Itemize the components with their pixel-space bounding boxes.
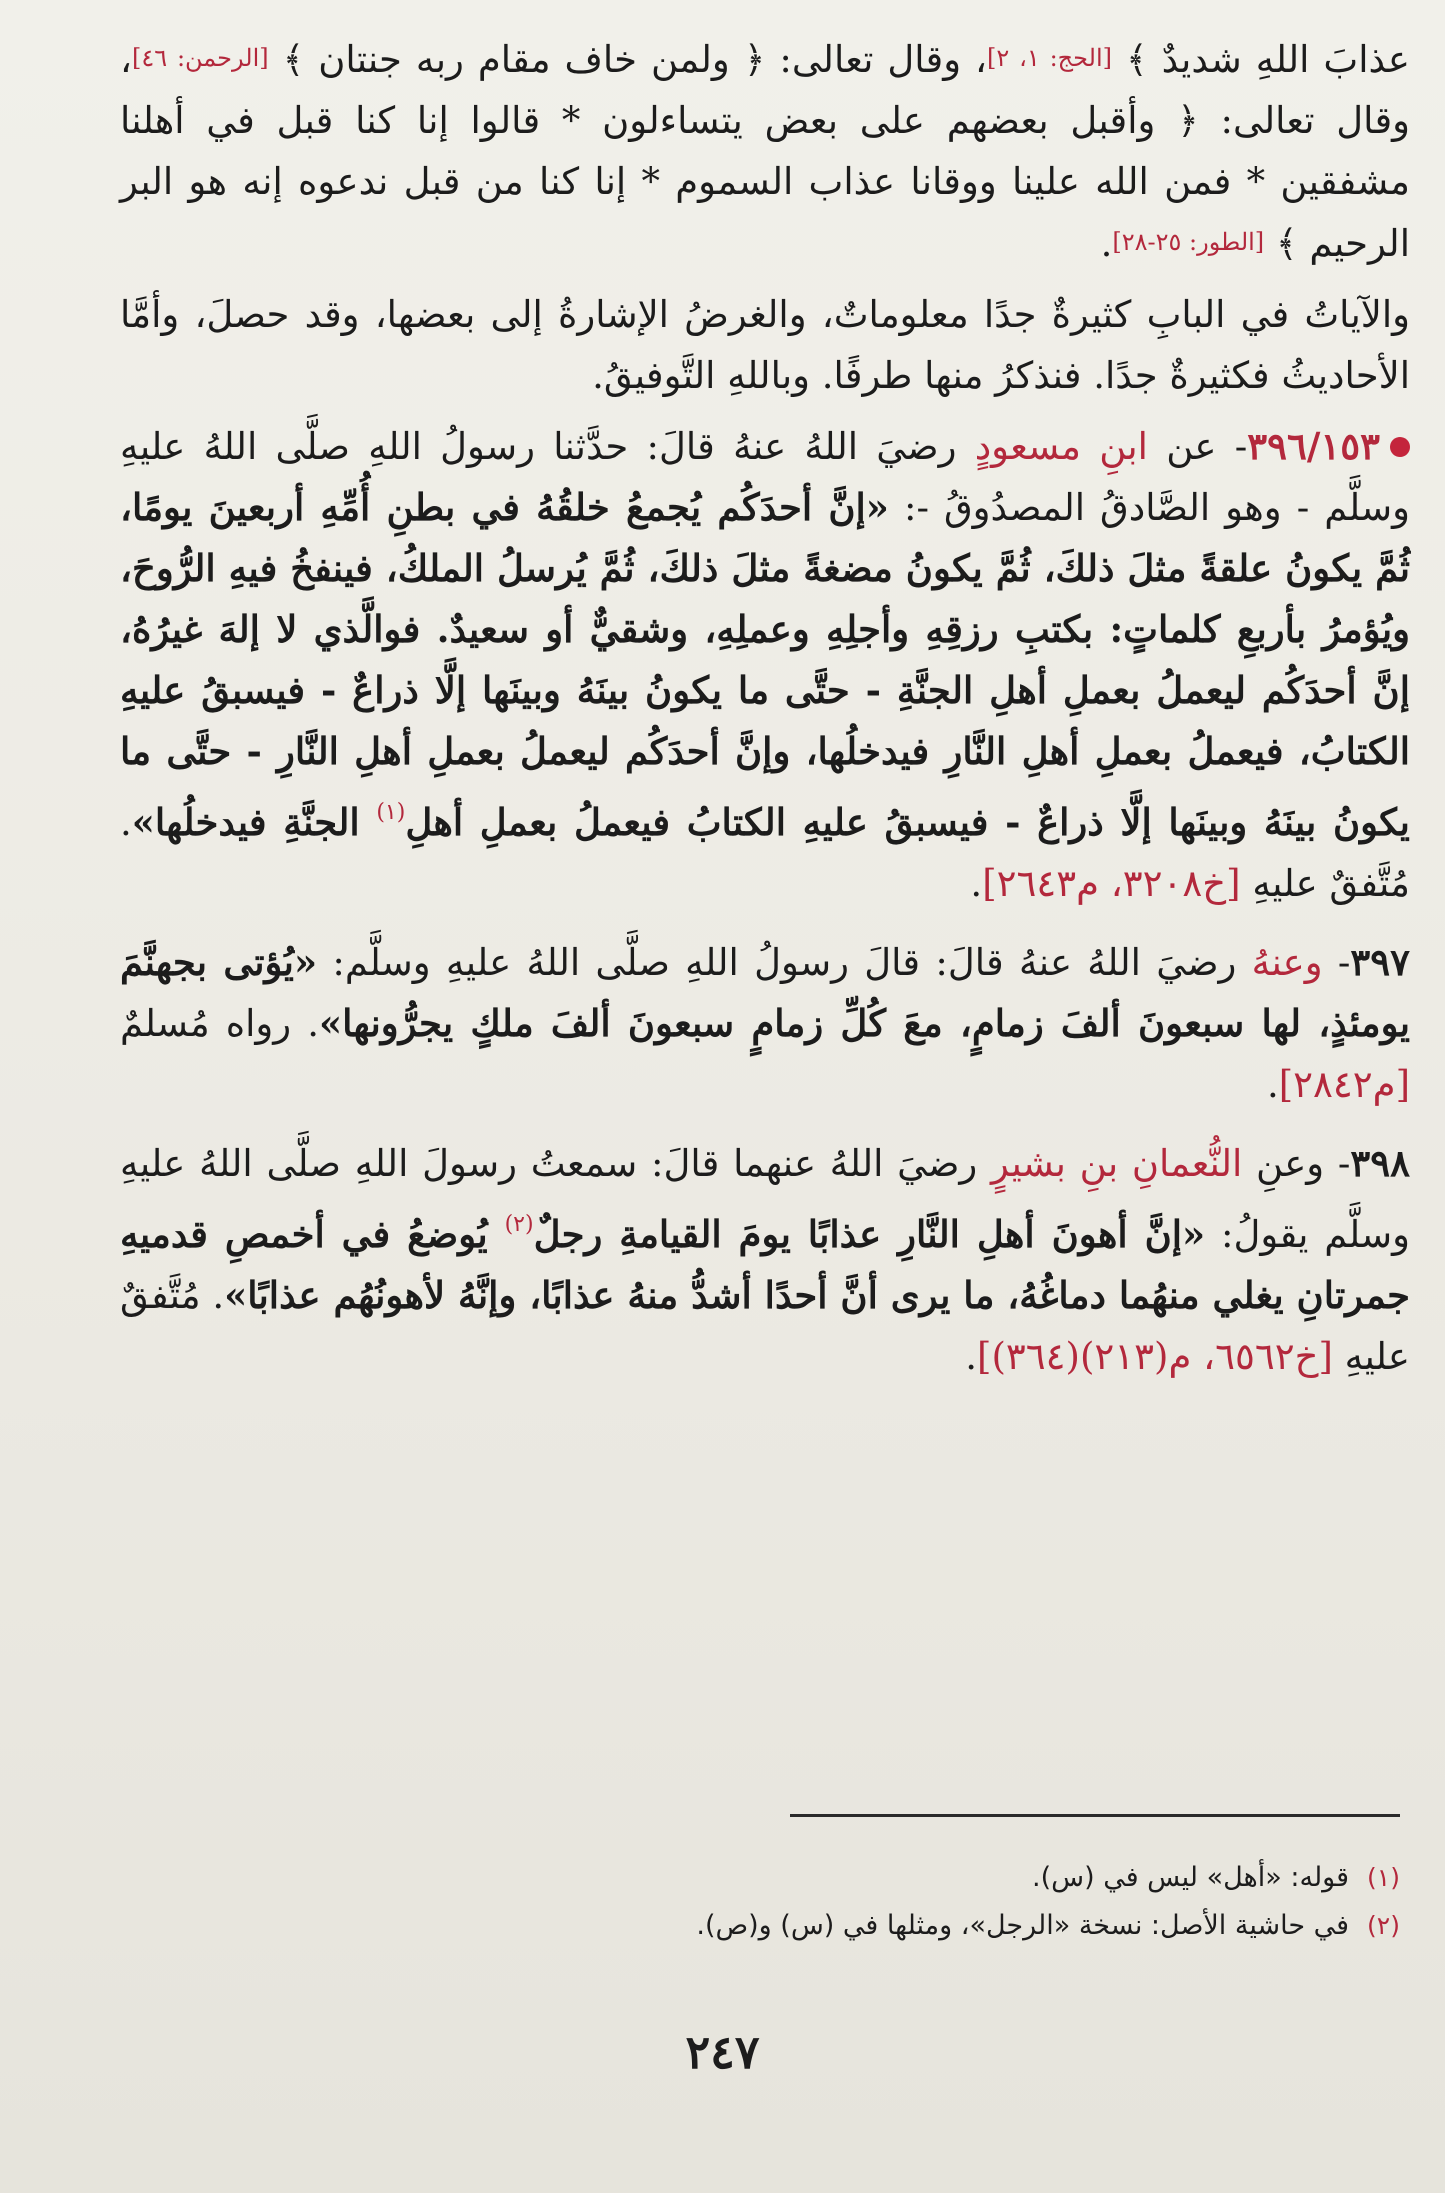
footnote-text: في حاشية الأصل: نسخة «الرجل»، ومثلها في (س) و(ص). [696, 1910, 1350, 1941]
text-segment: ، وقال تعالى: ﴿ ولمن خاف مقام ربه جنتان ﴾ [268, 38, 987, 81]
text-segment: والآياتُ في البابِ كثيرةٌ جدًا معلوماتٌ، والغرضُ الإشارةُ إلى بعضها، وقد حصلَ، وأمَّا الأحاديثُ فكثيرةٌ جدًا. فنذكرُ منها طرفًا. وباللهِ التَّوفيقُ. [120, 293, 1410, 397]
text-segment: - وعنِ [1242, 1142, 1351, 1185]
text-segment: . رواه مُسلمٌ [120, 1002, 319, 1045]
hadith-398 [120, 1133, 1410, 1387]
intro-verses-paragraph [120, 28, 1410, 274]
text-segment: . مُتَّفقٌ عليهِ [120, 1274, 1410, 1378]
text-segment: . [1266, 1063, 1279, 1106]
main-text [120, 28, 1410, 1405]
text-segment: رضيَ اللهُ عنهما قالَ: سمعتُ رسولَ اللهِ صلَّى اللهُ عليهِ وسلَّم يقولُ: [120, 1142, 1411, 1256]
text-segment: ابنِ مسعودٍ [974, 425, 1148, 468]
footnote-number: (٢) [1367, 1911, 1400, 1940]
footnote-1 [380, 1854, 1400, 1902]
text-segment: ٣٩٨ [1350, 1141, 1411, 1185]
text-segment: يُوضعُ في أخمصِ قدميهِ جمرتانِ يغلي منهُما دماغُهُ، ما يرى أنَّ أحدًا أشدُّ منهُ عذابًا، وإنَّهُ لأهونُهُم عذابًا» [120, 1212, 1410, 1317]
text-segment: . مُتَّفقٌ عليهِ [120, 801, 1410, 905]
text-segment: [خ٦٥٦٢، م(٢١٣)(٣٦٤)] [977, 1335, 1333, 1378]
text-segment: «إنَّ أحدَكُم يُجمعُ خلقُهُ في بطنِ أُمِّهِ أربعينَ يومًا، ثُمَّ يكونُ علقةً مثلَ ذلكَ، ثُمَّ يكونُ مضغةً مثلَ ذلكَ، ثُمَّ يُرسلُ الملكُ، فينفخُ فيهِ الرُّوحَ، ويُؤمرُ بأربعِ كلماتٍ: بكتبِ رزقِهِ وأجلِهِ وعملِهِ، وشقيٌّ أو سعيدٌ. فوالَّذي لا إلهَ غيرُهُ، إنَّ أحدَكُم ليعملُ بعملِ أهلِ الجنَّةِ - حتَّى ما يكونُ بينَهُ وبينَها إلَّا ذراعٌ - فيسبقُ عليهِ الكتابُ، فيعملُ بعملِ أهلِ النَّارِ فيدخلُها، وإنَّ أحدَكُم ليعملُ بعملِ أهلِ النَّارِ - حتَّى ما يكونُ بينَهُ وبينَها إلَّا ذراعٌ - فيسبقُ عليهِ الكتابُ فيعملُ بعملِ أهلِ [120, 485, 1410, 844]
page-number: ٢٤٧ [685, 2025, 760, 2079]
text-segment: . [970, 862, 983, 905]
intro-paragraph [120, 284, 1410, 406]
text-segment: [الحج: ١، ٢] [986, 44, 1112, 72]
text-segment: (١) [376, 800, 406, 825]
footnotes [380, 1854, 1400, 1950]
footnote-divider [790, 1814, 1400, 1817]
text-segment: «إنَّ أهونَ أهلِ النَّارِ عذابًا يومَ القيامةِ رجلٌ [533, 1212, 1206, 1256]
text-segment: رضيَ اللهُ عنهُ قالَ: قالَ رسولُ اللهِ صلَّى اللهُ عليهِ وسلَّم: [317, 941, 1252, 984]
hadith-397 [120, 932, 1410, 1115]
text-segment: «يُؤتى بجهنَّمَ يومئذٍ، لها سبعونَ ألفَ زمامٍ، معَ كُلِّ زمامٍ سبعونَ ألفَ ملكٍ يجرُّونها» [120, 940, 1410, 1045]
text-segment: عذابَ اللهِ شديدٌ ﴾ [1112, 38, 1410, 81]
text-segment: - [1322, 941, 1351, 984]
text-segment: [خ٣٢٠٨، م٢٦٤٣] [982, 862, 1241, 905]
text-segment: [الطور: ٢٥-٢٨] [1112, 228, 1265, 256]
text-segment: [م٢٨٤٢] [1278, 1063, 1410, 1106]
text-segment: ٣٩٦/١٥٣ [1247, 424, 1380, 468]
text-segment: . [1100, 222, 1113, 265]
text-segment: رضيَ اللهُ عنهُ قالَ: حدَّثنا رسولُ اللهِ صلَّى اللهُ عليهِ وسلَّم - وهو الصَّادقُ المصدُوقُ -: [120, 425, 1410, 529]
footnote-2 [380, 1902, 1400, 1950]
text-segment: ، وقال تعالى: ﴿ وأقبل بعضهم على بعض يتساءلون * قالوا إنا كنا قبل في أهلنا مشفقين * فمن الله علينا ووقانا عذاب السموم * إنا كنا من قبل ندعوه إنه هو البر الرحيم ﴾ [120, 38, 1410, 265]
text-segment: النُّعمانِ بنِ بشيرٍ [991, 1142, 1243, 1185]
text-segment: ٣٩٧ [1350, 940, 1410, 984]
text-segment: وعنهُ [1251, 941, 1323, 984]
text-segment: الجنَّةِ فيدخلُها» [131, 800, 377, 844]
footnote-number: (١) [1367, 1863, 1400, 1892]
text-segment: - عن [1147, 425, 1248, 468]
text-segment: . [965, 1335, 978, 1378]
text-segment: [الرحمن: ٤٦] [131, 44, 269, 72]
hadith-bullet-icon [1390, 437, 1410, 457]
footnote-text: قوله: «أهل» ليس في (س). [1032, 1862, 1350, 1893]
text-segment: (٢) [504, 1212, 534, 1237]
hadith-396 [120, 416, 1410, 914]
